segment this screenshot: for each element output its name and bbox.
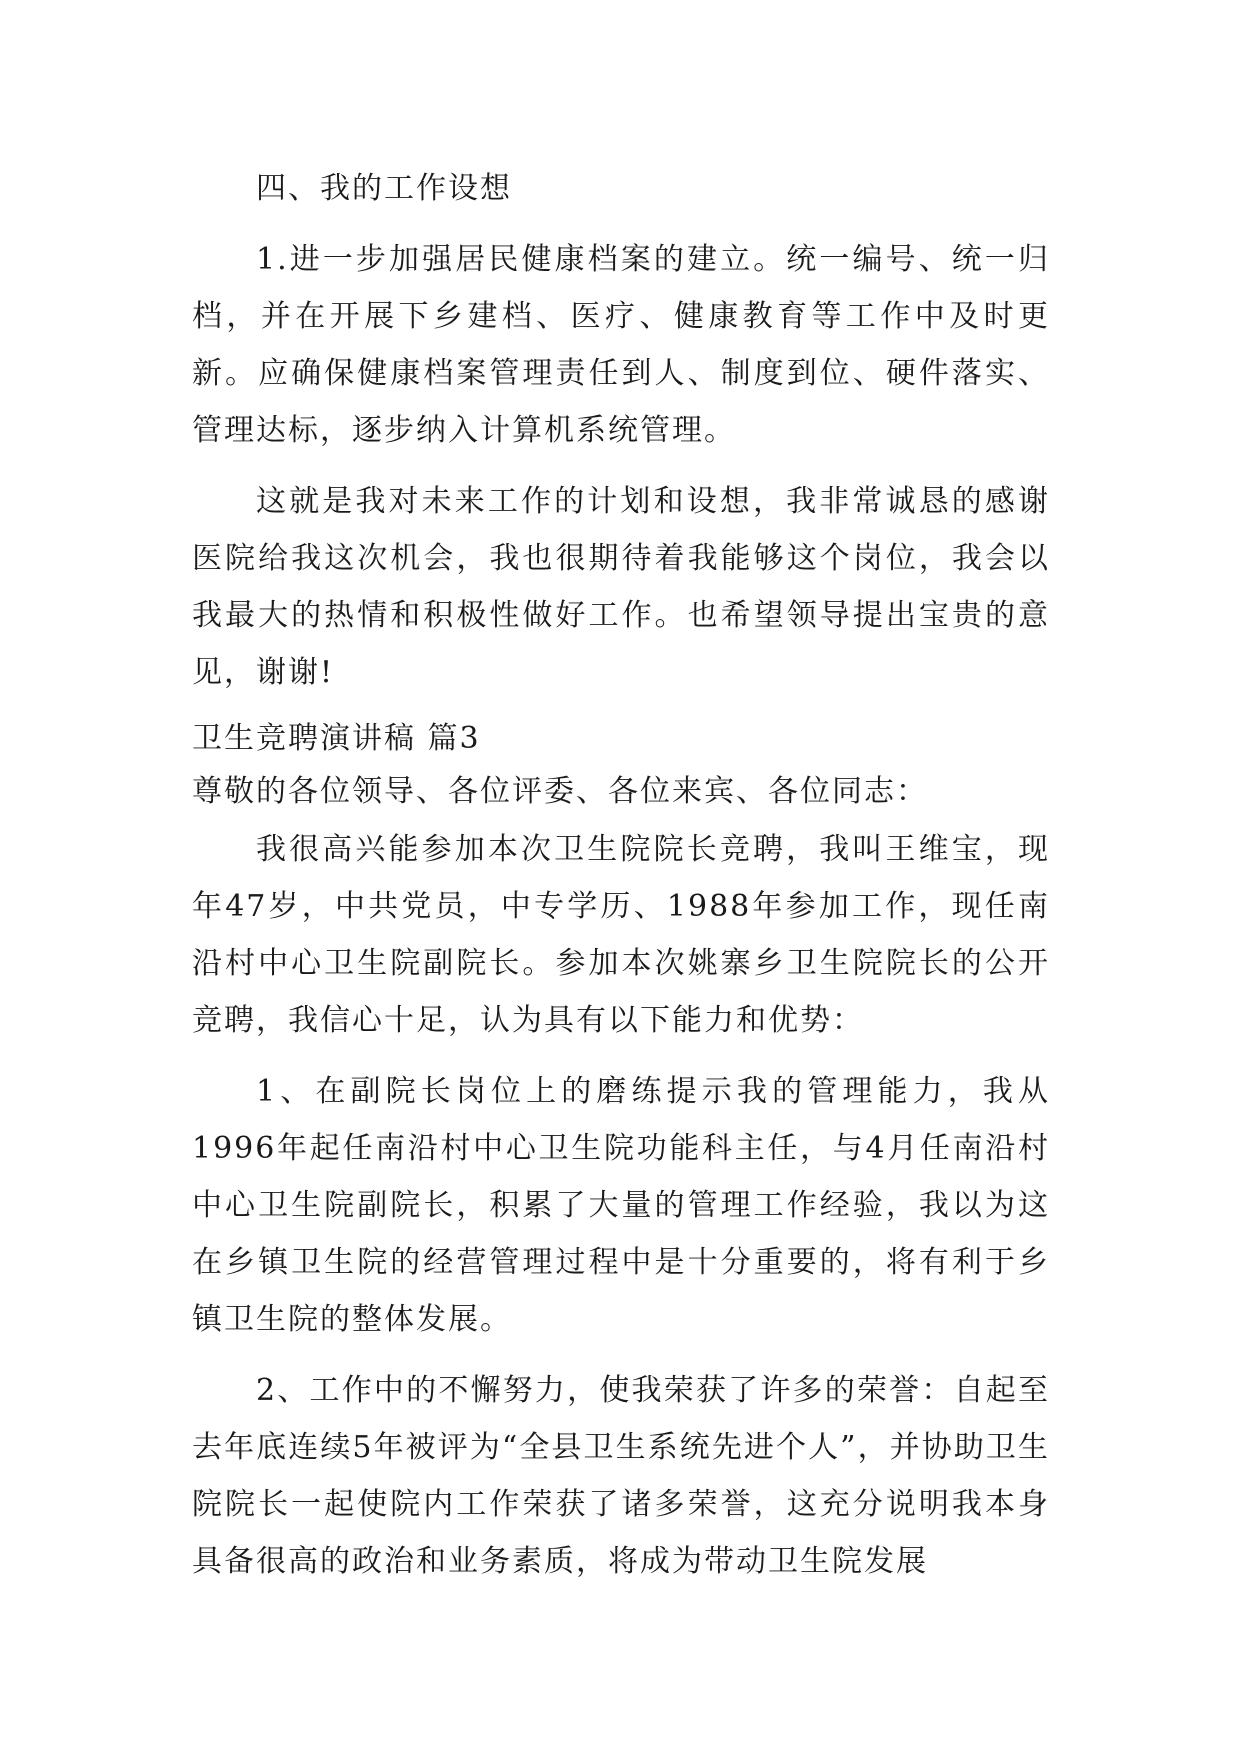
document-body xyxy=(192,160,1050,1604)
paragraph: 1、在副院长岗位上的磨练提示我的管理能力，我从1996年起任南沿村中心卫生院功能科主任，与4月任南沿村中心卫生院副院长，积累了大量的管理工作经验，我以为这在乡镇卫生院的经营管理过程中是十分重要的，将有利于乡镇卫生院的整体发展。 xyxy=(192,1074,1050,1337)
article-title: 卫生竞聘演讲稿 篇3 xyxy=(192,721,481,756)
paragraph: 我很高兴能参加本次卫生院院长竞聘，我叫王维宝，现年47岁，中共党员，中专学历、1988年参加工作，现任南沿村中心卫生院副院长。参加本次姚寨乡卫生院院长的公开竞聘，我信心十足，认为具有以下能力和优势： xyxy=(192,832,1050,1038)
paragraph: 1.进一步加强居民健康档案的建立。统一编号、统一归档，并在开展下乡建档、医疗、健康教育等工作中及时更新。应确保健康档案管理责任到人、制度到位、硬件落实、管理达标，逐步纳入计算机系统管理。 xyxy=(192,242,1050,448)
paragraph: 2、工作中的不懈努力，使我荣获了许多的荣誉：自起至去年底连续5年被评为“全县卫生系统先进个人”，并协助卫生院院长一起使院内工作荣获了诸多荣誉，这充分说明我本身具备很高的政治和业务素质，将成为带动卫生院发展 xyxy=(192,1373,1050,1579)
paragraph: 这就是我对未来工作的计划和设想，我非常诚恳的感谢医院给我这次机会，我也很期待着我能够这个岗位，我会以我最大的热情和积极性做好工作。也希望领导提出宝贵的意见，谢谢! xyxy=(192,484,1050,690)
salutation: 尊敬的各位领导、各位评委、各位来宾、各位同志： xyxy=(192,774,928,809)
section-heading: 四、我的工作设想 xyxy=(256,171,512,206)
